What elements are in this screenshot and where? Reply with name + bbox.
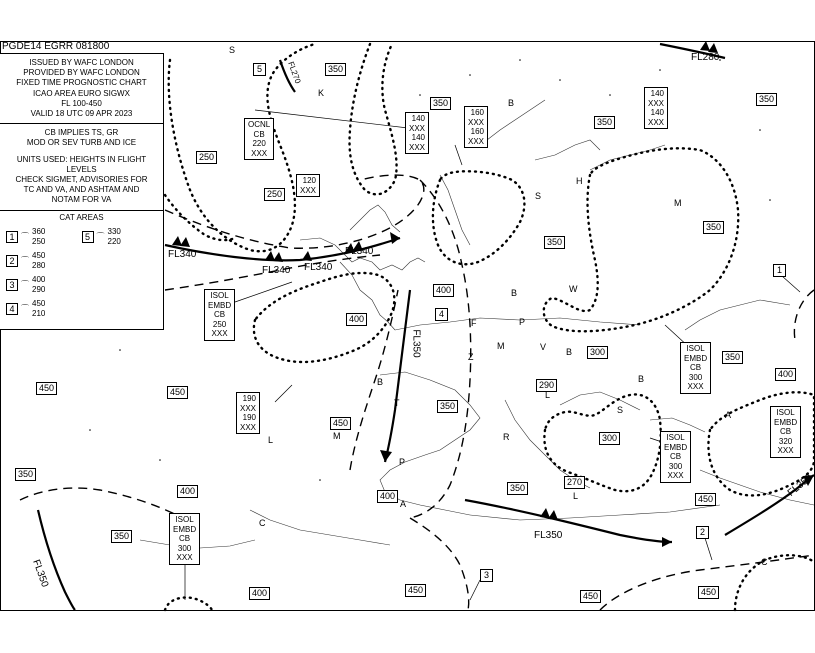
- units-note: UNITS USED: HEIGHTS IN FLIGHT LEVELS: [16, 154, 147, 174]
- tropopause-height: 350: [15, 468, 36, 481]
- station-letter: L: [545, 390, 551, 400]
- jet-fl350-atlantic: [38, 510, 75, 610]
- tropopause-height: 250: [196, 151, 217, 164]
- tropopause-height: 270: [564, 476, 585, 489]
- cb-area-canaries: [165, 598, 212, 611]
- tropopause-height: 350: [594, 116, 615, 129]
- cat-area-marker: 1: [773, 264, 786, 277]
- cb-info-box: ISOL EMBD CB 300 XXX: [169, 513, 200, 565]
- cat-area-marker: 3: [480, 569, 493, 582]
- cat-number: 5: [82, 231, 94, 243]
- turbulence-icon: ⌒: [21, 255, 29, 265]
- cb-info-box: ISOL EMBD CB 320 XXX: [770, 406, 801, 458]
- tropopause-height: 350: [430, 97, 451, 110]
- tropopause-height: 400: [249, 587, 270, 600]
- cb-note: CB IMPLIES TS, GR: [44, 128, 119, 138]
- tropopause-height: 450: [167, 386, 188, 399]
- cb-area-iceland: [350, 44, 397, 194]
- station-letter: C: [259, 518, 266, 528]
- cat-area-entry: [6, 251, 82, 271]
- cb-area-scandinavia: [544, 148, 739, 331]
- cat-levels: 400 290: [32, 274, 46, 294]
- tropopause-height: 400: [775, 368, 796, 381]
- cat-area-entry: [6, 227, 82, 247]
- units-note: CHECK SIGMET, ADVISORIES FOR: [15, 175, 148, 185]
- chart-header: PGDE14 EGRR 081800: [2, 41, 110, 52]
- cat-number: 3: [6, 279, 18, 291]
- cat-area-marker: 2: [696, 526, 709, 539]
- station-letter: M: [674, 198, 682, 208]
- station-letter: L: [573, 491, 579, 501]
- station-letter: B: [511, 288, 518, 298]
- tropopause-height: 350: [111, 530, 132, 543]
- cat-grid: [2, 223, 161, 325]
- station-letter: H: [576, 176, 583, 186]
- cat-levels: 450 210: [32, 298, 46, 318]
- turbulence-icon: ⌒: [21, 279, 29, 289]
- station-letter: C: [761, 557, 768, 567]
- cat-area-entry: [6, 299, 82, 319]
- tropopause-height: 350: [544, 236, 565, 249]
- cb-info-box: ISOL EMBD CB 300 XXX: [660, 431, 691, 483]
- tropopause-height: 350: [756, 93, 777, 106]
- jet-flight-level: FL350: [410, 329, 422, 358]
- cat-area-entry: [6, 275, 82, 295]
- tropopause-height: 400: [177, 485, 198, 498]
- tropopause-height: 400: [377, 490, 398, 503]
- jet-fl350-med: [465, 500, 672, 542]
- station-letter: B: [508, 98, 515, 108]
- cb-area-uk: [254, 273, 394, 362]
- jet-flight-level: FL350: [785, 472, 815, 499]
- tropopause-height: 250: [264, 188, 285, 201]
- station-letter: B: [638, 374, 645, 384]
- issue-section: [0, 54, 163, 124]
- jet-fl350-spain: [385, 290, 410, 462]
- icing-turbulence-box: 140 XXX 140 XXX: [644, 87, 668, 129]
- jet-arrowheads: [380, 232, 814, 547]
- tropopause-height: 300: [599, 432, 620, 445]
- cat-area-marker: 4: [435, 308, 448, 321]
- cat-title: CAT AREAS: [59, 212, 104, 222]
- cat-area-entry: [82, 227, 158, 247]
- tropopause-height: 300: [587, 346, 608, 359]
- station-letter: A: [400, 499, 407, 509]
- tropopause-height: 400: [346, 313, 367, 326]
- cb-info-box: OCNL CB 220 XXX: [244, 118, 274, 160]
- wind-barbs: [172, 41, 718, 520]
- station-letter: P: [399, 457, 406, 467]
- grid-crosses: [89, 59, 771, 481]
- issue-line: FL 100-450: [61, 98, 102, 108]
- station-letter: B: [377, 377, 384, 387]
- cat-area-marker: 5: [253, 63, 266, 76]
- issue-line: ICAO AREA EURO SIGWX: [33, 88, 130, 98]
- turbulence-icon: ⌒: [21, 231, 29, 241]
- cat-number: 2: [6, 255, 18, 267]
- issue-line: FIXED TIME PROGNOSTIC CHART: [16, 78, 147, 88]
- jet-flight-level: FL340: [168, 249, 197, 260]
- tropopause-height: 350: [703, 221, 724, 234]
- jet-flight-level: FL340: [345, 246, 374, 257]
- icing-turbulence-box: 140 XXX 140 XXX: [405, 112, 429, 154]
- units-note: NOTAM FOR VA: [51, 195, 112, 205]
- tropopause-height: 350: [325, 63, 346, 76]
- station-letter: W: [569, 284, 578, 294]
- tropopause-height: 450: [405, 584, 426, 597]
- cb-area-west: [165, 195, 235, 240]
- station-letter: R: [503, 432, 510, 442]
- tropopause-height: 450: [330, 417, 351, 430]
- station-letter: S: [535, 191, 542, 201]
- icing-turbulence-box: 120 XXX: [296, 174, 320, 197]
- issue-line: ISSUED BY WAFC LONDON: [29, 58, 134, 67]
- tropopause-height: 450: [695, 493, 716, 506]
- tropopause-height: 290: [536, 379, 557, 392]
- tropopause-height: 350: [437, 400, 458, 413]
- cat-levels: 450 280: [32, 250, 46, 270]
- tropopause-height: 450: [36, 382, 57, 395]
- station-letter: P: [519, 317, 526, 327]
- cat-section: [0, 211, 163, 329]
- tropopause-height: 450: [580, 590, 601, 603]
- station-letter: Z: [468, 352, 474, 362]
- valid-time: VALID 18 UTC 09 APR 2023: [30, 109, 133, 119]
- cb-section: [0, 124, 163, 210]
- station-letter: M: [497, 341, 505, 351]
- info-panel: [0, 53, 164, 330]
- station-letter: A: [725, 410, 732, 420]
- jet-flight-level: FL350: [534, 530, 563, 541]
- jet-flight-level: FL340: [304, 262, 333, 273]
- cb-note: MOD OR SEV TURB AND ICE: [26, 138, 137, 148]
- cb-info-box: ISOL EMBD CB 300 XXX: [680, 342, 711, 394]
- jet-flight-level: FL350: [30, 558, 51, 589]
- issue-line: PROVIDED BY WAFC LONDON: [23, 68, 140, 78]
- cb-info-box: ISOL EMBD CB 250 XXX: [204, 289, 235, 341]
- cat-levels: 330 220: [107, 226, 121, 246]
- station-letter: V: [540, 342, 547, 352]
- station-letter: T: [394, 398, 400, 408]
- jet-flight-level: FL280: [691, 52, 720, 63]
- cat-levels: 360 250: [32, 226, 46, 246]
- tropopause-height: 350: [722, 351, 743, 364]
- icing-turbulence-box: 160 XXX 160 XXX: [464, 106, 488, 148]
- tropopause-height: 400: [433, 284, 454, 297]
- station-letter: K: [318, 88, 325, 98]
- units-note: TC AND VA, AND ASHTAM AND: [23, 185, 140, 195]
- cat-number: 1: [6, 231, 18, 243]
- turbulence-icon: ⌒: [21, 303, 29, 313]
- tropopause-height: 350: [507, 482, 528, 495]
- station-letter: S: [229, 45, 236, 55]
- station-letter: B: [566, 347, 573, 357]
- cat-number: 4: [6, 303, 18, 315]
- icing-turbulence-box: 190 XXX 190 XXX: [236, 392, 260, 434]
- tropopause-height: 450: [698, 586, 719, 599]
- station-letter: L: [268, 435, 274, 445]
- turbulence-icon: ⌒: [96, 231, 105, 241]
- coastlines: [140, 100, 814, 548]
- station-letter: S: [617, 405, 624, 415]
- jet-flight-level: FL270: [286, 60, 303, 85]
- station-letter: M: [333, 431, 341, 441]
- jet-flight-level: FL340: [262, 265, 291, 276]
- station-letter: F: [471, 318, 477, 328]
